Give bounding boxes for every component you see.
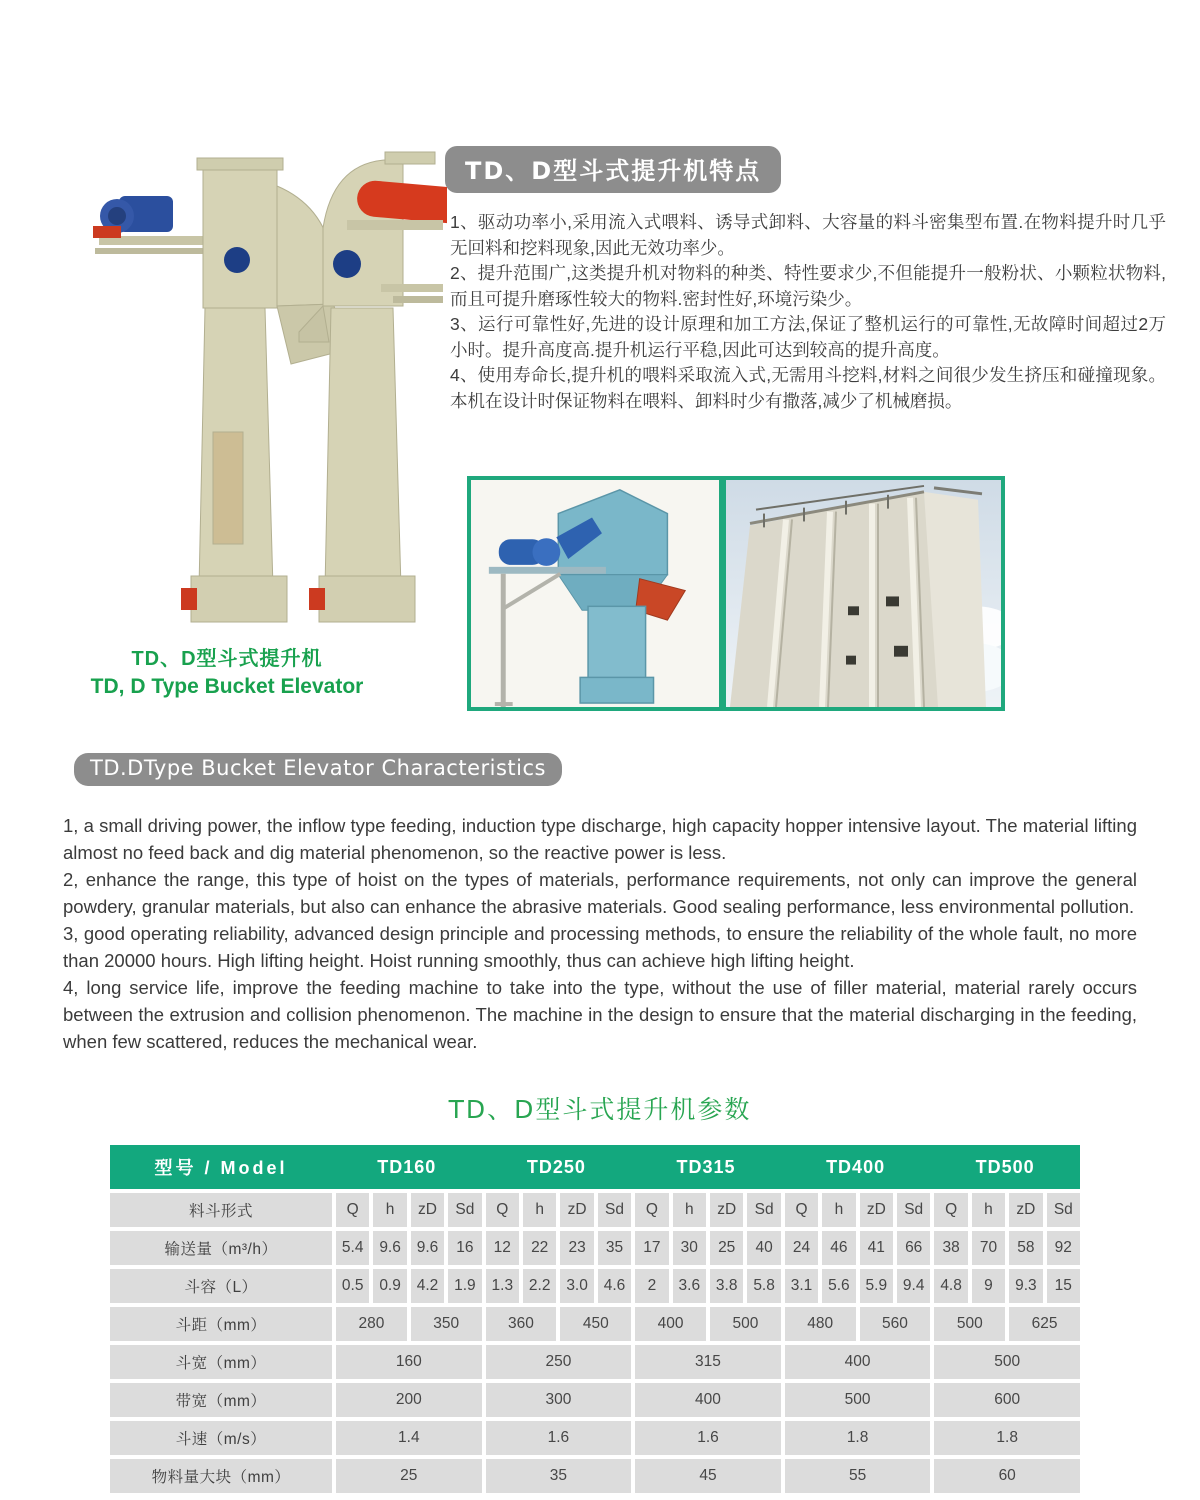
table-cell: zD [411, 1193, 444, 1227]
table-cell: 0.9 [373, 1269, 406, 1303]
table-cell: 15 [1047, 1269, 1080, 1303]
table-cell: 70 [972, 1231, 1005, 1265]
feature-paragraph-1: 1、驱动功率小,采用流入式喂料、诱导式卸料、大容量的料斗密集型布置.在物料提升时几乎无回料和挖料现象,因此无效功率少。 [450, 212, 1166, 258]
table-cell: 9.3 [1009, 1269, 1042, 1303]
characteristics-paragraph-2: 2, enhance the range, this type of hoist on the types of materials, performance requirements, not only can improve the general powdery, granular materials, but also can enhance the abrasive materials. Good sealing performance, less environmental pollution. [63, 869, 1137, 917]
table-cell: 500 [934, 1345, 1080, 1379]
parameters-table [110, 1145, 1080, 1493]
feature-paragraph-3: 3、运行可靠性好,先进的设计原理和加工方法,保证了整机运行的可靠性,无故障时间超过2万小时。提升高度高.提升机运行平稳,因此可达到较高的提升高度。 [450, 314, 1166, 360]
table-cell: h [523, 1193, 556, 1227]
model-header: TD500 [975, 1156, 1035, 1177]
characteristics-paragraphs [63, 812, 1137, 1055]
characteristics-title-badge [74, 753, 562, 786]
model-header: TD250 [526, 1156, 586, 1177]
table-cell: 92 [1047, 1231, 1080, 1265]
table-cell: 46 [822, 1231, 855, 1265]
table-cell: 3.1 [785, 1269, 818, 1303]
table-cell: 25 [710, 1231, 743, 1265]
right-elevator [299, 152, 447, 622]
table-cell: 9.6 [373, 1231, 406, 1265]
table-body [110, 1193, 1080, 1493]
table-cell: 300 [486, 1383, 632, 1417]
table-cell: zD [710, 1193, 743, 1227]
table-cell: Sd [897, 1193, 930, 1227]
table-cell: 500 [710, 1307, 781, 1341]
table-cell: 450 [560, 1307, 631, 1341]
table-cell: 160 [336, 1345, 482, 1379]
table-cell: Sd [448, 1193, 481, 1227]
table-cell: 23 [560, 1231, 593, 1265]
table-row-label: 料斗形式 [110, 1193, 332, 1227]
table-cell: 22 [523, 1231, 556, 1265]
table-cell: 16 [448, 1231, 481, 1265]
table-row-label: 斗速（m/s） [110, 1421, 332, 1455]
table-cell: h [673, 1193, 706, 1227]
features-paragraphs [450, 210, 1166, 414]
table-model-label: 型号 / Model [154, 1158, 288, 1178]
photo-elevator-building [722, 476, 1005, 711]
table-cell: 9.6 [411, 1231, 444, 1265]
product-caption-zh: TD、D型斗式提升机 [131, 648, 323, 670]
table-cell: 400 [635, 1307, 706, 1341]
table-cell: 41 [860, 1231, 893, 1265]
elevator-building-photo-illustration [726, 480, 1001, 707]
table-cell: Q [934, 1193, 967, 1227]
model-header: TD315 [676, 1156, 736, 1177]
table-cell: Sd [747, 1193, 780, 1227]
table-model-headers [332, 1145, 1080, 1189]
table-cell: 3.0 [560, 1269, 593, 1303]
characteristics-paragraph-1: 1, a small driving power, the inflow type feeding, induction type discharge, high capacity hopper intensive layout. The material lifting almost no feed back and dig material phenomenon, so the reactive power is less. [63, 815, 1137, 863]
table-row-label: 斗距（mm） [110, 1307, 332, 1341]
table-cell: 0.5 [336, 1269, 369, 1303]
characteristics-title: TD.DType Bucket Elevator Characteristics [90, 756, 546, 780]
table-cell: 200 [336, 1383, 482, 1417]
left-elevator [93, 158, 353, 622]
table-cell: 5.8 [747, 1269, 780, 1303]
table-cell: 35 [486, 1459, 632, 1493]
table-header-row [110, 1145, 1080, 1189]
model-header: TD400 [826, 1156, 886, 1177]
table-cell: 58 [1009, 1231, 1042, 1265]
table-cell: 5.4 [336, 1231, 369, 1265]
table-cell: h [972, 1193, 1005, 1227]
table-row-label: 带宽（mm） [110, 1383, 332, 1417]
table-cell: 500 [785, 1383, 931, 1417]
table-cell: 17 [635, 1231, 668, 1265]
table-cell: 500 [934, 1307, 1005, 1341]
table-cell: 9.4 [897, 1269, 930, 1303]
blue-elevator-photo-illustration [471, 480, 719, 707]
bucket-elevators-illustration [85, 136, 447, 636]
table-cell: Sd [1047, 1193, 1080, 1227]
table-cell: 360 [486, 1307, 557, 1341]
table-cell: 5.6 [822, 1269, 855, 1303]
table-cell: 1.8 [785, 1421, 931, 1455]
features-title: TD、D型斗式提升机特点 [465, 157, 762, 185]
table-cell: 625 [1009, 1307, 1080, 1341]
table-cell: 9 [972, 1269, 1005, 1303]
table-cell: 1.9 [448, 1269, 481, 1303]
table-cell: 1.4 [336, 1421, 482, 1455]
table-cell: 315 [635, 1345, 781, 1379]
table-cell: Q [635, 1193, 668, 1227]
characteristics-paragraph-4: 4, long service life, improve the feeding machine to take into the type, without the use of filler material, material rarely occurs between the extrusion and collision phenomenon. The machine in the design to ensure that the material discharging in the feeding, when few scattered, reduces the mechanical wear. [63, 977, 1137, 1052]
table-cell: 350 [411, 1307, 482, 1341]
table-cell: h [373, 1193, 406, 1227]
table-cell: 600 [934, 1383, 1080, 1417]
table-cell: 480 [785, 1307, 856, 1341]
table-cell: 40 [747, 1231, 780, 1265]
product-photos [467, 476, 1005, 711]
table-cell: 3.8 [710, 1269, 743, 1303]
table-cell: Q [486, 1193, 519, 1227]
feature-paragraph-4: 4、使用寿命长,提升机的喂料采取流入式,无需用斗挖料,材料之间很少发生挤压和碰撞现象。本机在设计时保证物料在喂料、卸料时少有撒落,减少了机械磨损。 [450, 365, 1166, 411]
table-cell: 1.6 [486, 1421, 632, 1455]
table-row-label: 物料量大块（mm） [110, 1459, 332, 1493]
photo-blue-elevator [467, 476, 723, 711]
table-cell: 35 [598, 1231, 631, 1265]
table-cell: 3.6 [673, 1269, 706, 1303]
table-cell: 4.2 [411, 1269, 444, 1303]
table-row-label: 输送量（m³/h） [110, 1231, 332, 1265]
product-caption [62, 646, 392, 700]
table-cell: 45 [635, 1459, 781, 1493]
table-cell: h [822, 1193, 855, 1227]
table-cell: zD [1009, 1193, 1042, 1227]
table-cell: 2.2 [523, 1269, 556, 1303]
table-cell: zD [560, 1193, 593, 1227]
table-cell: Sd [598, 1193, 631, 1227]
table-cell: 280 [336, 1307, 407, 1341]
table-cell: 1.3 [486, 1269, 519, 1303]
table-cell: 560 [860, 1307, 931, 1341]
table-cell: 55 [785, 1459, 931, 1493]
product-drawing [85, 136, 447, 636]
features-title-badge [445, 146, 781, 193]
table-cell: 1.8 [934, 1421, 1080, 1455]
table-cell: 24 [785, 1231, 818, 1265]
table-cell: 400 [635, 1383, 781, 1417]
table-cell: zD [860, 1193, 893, 1227]
table-cell: 30 [673, 1231, 706, 1265]
table-row-label: 斗宽（mm） [110, 1345, 332, 1379]
characteristics-paragraph-3: 3, good operating reliability, advanced design principle and processing methods, to ensure the reliability of the whole fault, no more than 20000 hours. High lifting height. Hoist running smoothly, thus can achieve high lifting height. [63, 923, 1137, 971]
table-cell: 12 [486, 1231, 519, 1265]
parameters-title: TD、D型斗式提升机参数 [448, 1095, 752, 1124]
table-cell: Q [785, 1193, 818, 1227]
product-caption-en: TD, D Type Bucket Elevator [90, 675, 364, 698]
table-cell: 4.8 [934, 1269, 967, 1303]
table-cell: 2 [635, 1269, 668, 1303]
table-cell: 4.6 [598, 1269, 631, 1303]
model-header: TD160 [377, 1156, 437, 1177]
table-cell: 38 [934, 1231, 967, 1265]
table-cell: 66 [897, 1231, 930, 1265]
table-cell: Q [336, 1193, 369, 1227]
table-cell: 400 [785, 1345, 931, 1379]
table-row-label: 斗容（L） [110, 1269, 332, 1303]
feature-paragraph-2: 2、提升范围广,这类提升机对物料的种类、特性要求少,不但能提升一般粉状、小颗粒状物料,而且可提升磨琢性较大的物料.密封性好,环境污染少。 [450, 263, 1166, 309]
table-cell: 1.6 [635, 1421, 781, 1455]
table-cell: 5.9 [860, 1269, 893, 1303]
table-cell: 60 [934, 1459, 1080, 1493]
table-cell: 25 [336, 1459, 482, 1493]
table-cell: 250 [486, 1345, 632, 1379]
